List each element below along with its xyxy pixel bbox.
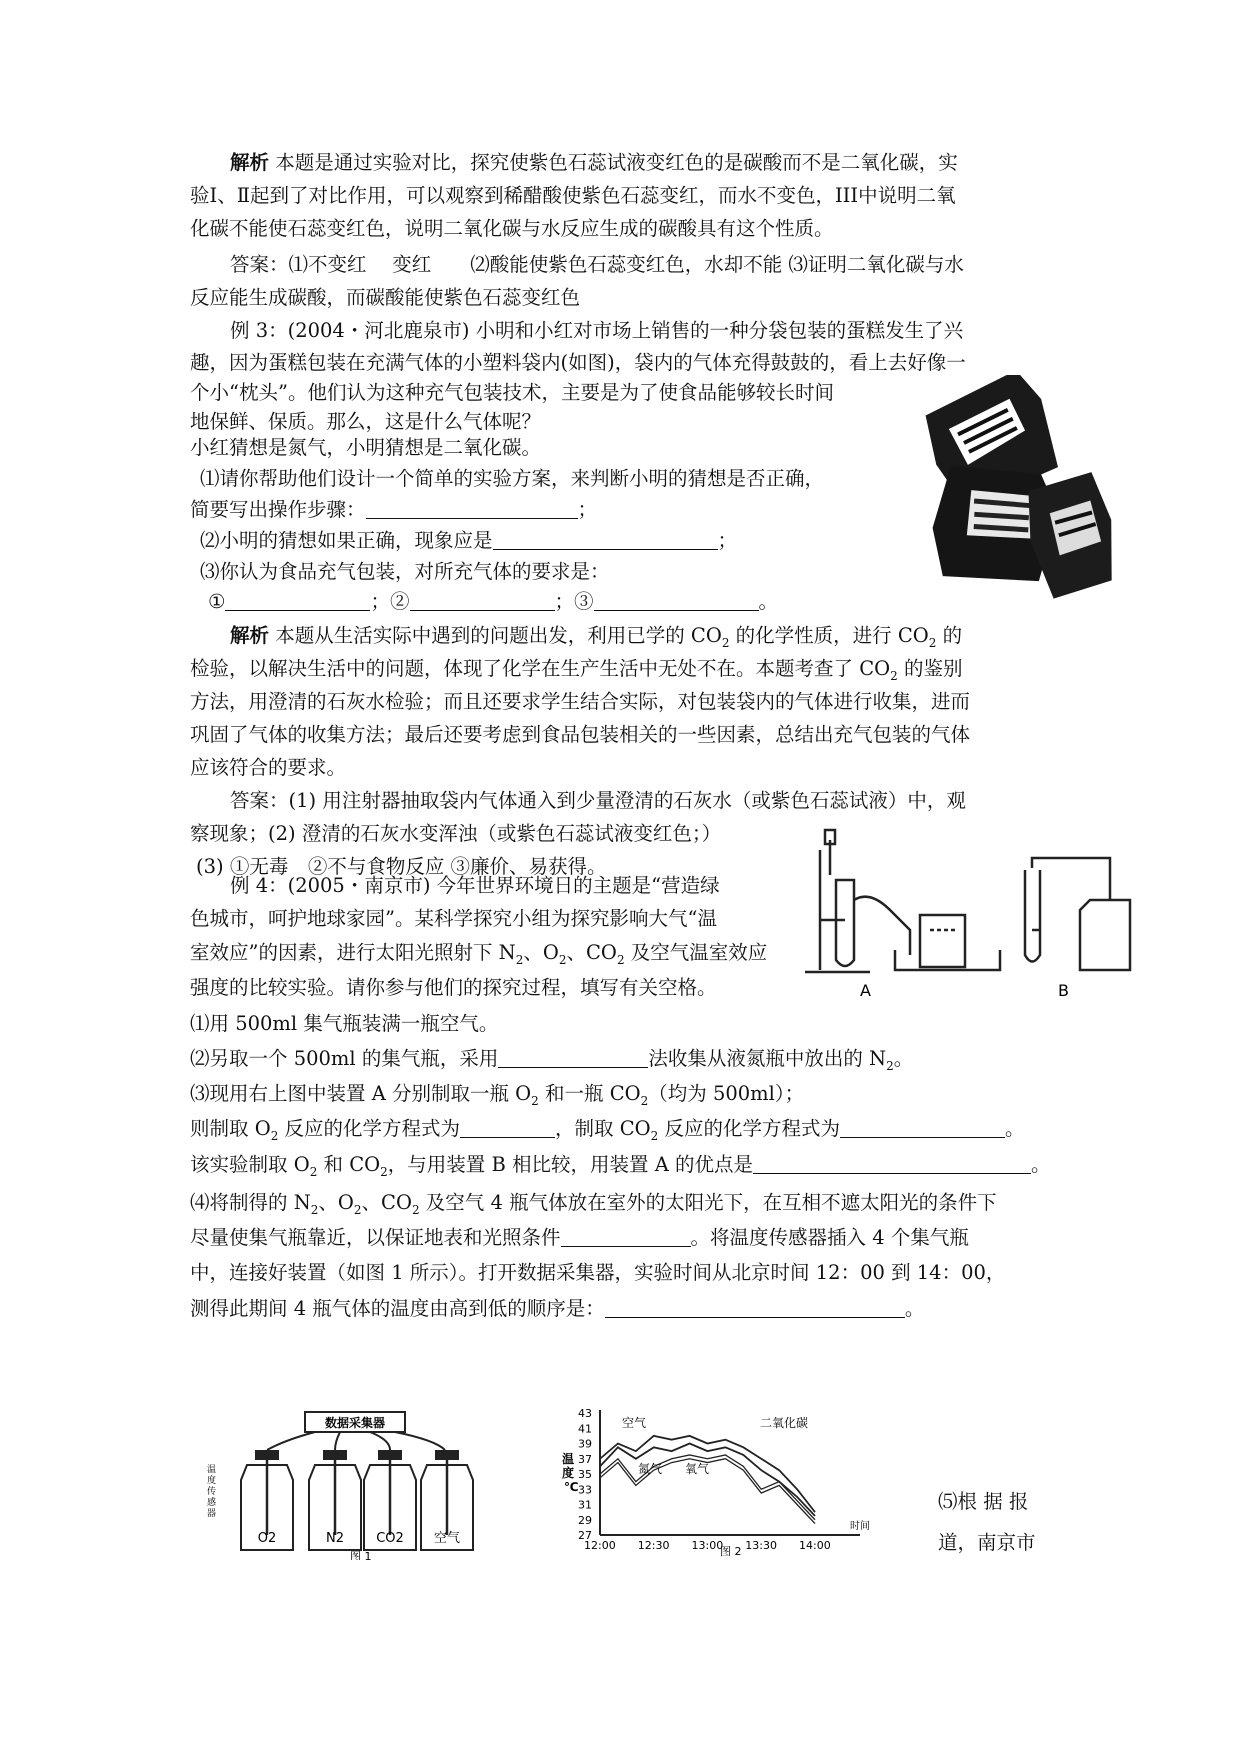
svg-text:传: 传	[207, 1487, 217, 1497]
answer-blank-1[interactable]	[366, 498, 578, 519]
label-air: 空气	[622, 1416, 647, 1430]
label-b: B	[1058, 981, 1069, 998]
y-tick-label: 41	[578, 1422, 592, 1436]
answer-blank-8[interactable]	[561, 1226, 691, 1247]
question-2: ⑵小明的猜想如果正确，现象应是 ；	[200, 529, 738, 552]
bottle-label-air: 空气	[433, 1531, 461, 1546]
analysis-text: 本题是通过实验对比，探究使紫色石蕊试液变红色的是碳酸而不是二氧化碳，实	[275, 151, 958, 174]
label-n2: 氮气	[638, 1462, 663, 1476]
analysis2-line-1: 解析 本题从生活实际中遇到的问题出发，利用已学的 $CO_2$ 的化学性质，进行 $CO_2$ 的	[230, 624, 963, 650]
answer-blank-4[interactable]	[498, 1047, 648, 1068]
svg-text:℃: ℃	[564, 1480, 579, 1494]
y-tick-label: 29	[578, 1513, 592, 1527]
cake-package-photo	[925, 375, 1115, 600]
x-tick-label: 13:00	[691, 1539, 724, 1552]
figure-1-setup	[205, 1410, 505, 1560]
data-collector-label: 数据采集器	[324, 1416, 386, 1430]
step-4-line-4: 测得此期间 4 瓶气体的温度由高到低的顺序是： 。	[190, 1297, 925, 1320]
x-tick-label: 12:00	[584, 1539, 616, 1552]
x-tick-label: 12:30	[637, 1539, 670, 1552]
step-3: ⑶现用右上图中装置 A 分别制取一瓶 $O_2$ 和一瓶 $CO_2$（均为 500ml）；	[190, 1082, 805, 1108]
step-5-line-1: ⑸根 据 报	[938, 1490, 1029, 1513]
example3-line-1: 例 3：(2004・河北鹿泉市) 小明和小红对市场上销售的一种分袋包装的蛋糕发生了兴	[230, 319, 964, 342]
step-4-line-3: 中，连接好装置（如图 1 所示）。打开数据采集器，实验时间从北京时间 12：00 到 14：00，	[190, 1261, 1006, 1284]
answer-blank-9[interactable]	[605, 1297, 905, 1318]
answer2-line-3: (3) ①无毒 ②不与食物反应 ③廉价、易获得。	[196, 855, 607, 878]
analysis-line-2: 验Ⅰ、Ⅱ起到了对比作用，可以观察到稀醋酸使紫色石蕊变红，而水不变色，III中说明二氧	[190, 184, 956, 207]
answer2-line-1: 答案：(1) 用注射器抽取袋内气体通入到少量澄清的石灰水（或紫色石蕊试液）中，观	[230, 789, 966, 812]
figure-2-caption: 图 2	[720, 1545, 742, 1558]
question-3: ⑶你认为食品充气包装，对所充气体的要求是：	[200, 560, 610, 583]
svg-text:度: 度	[562, 1466, 575, 1480]
answer-blank-6[interactable]	[840, 1117, 1005, 1138]
step-5-line-2: 道，南京市	[938, 1531, 1036, 1554]
question-1a: ⑴请你帮助他们设计一个简单的实验方案，来判断小明的猜想是否正确，	[200, 467, 825, 490]
analysis-line-3: 化碳不能使石蕊变红色，说明二氧化碳与水反应生成的碳酸具有这个性质。	[190, 217, 834, 240]
y-tick-label: 33	[578, 1483, 592, 1497]
example3-line-5: 小红猜想是氮气，小明猜想是二氧化碳。	[190, 436, 542, 459]
answer-blank-5[interactable]	[460, 1117, 555, 1138]
x-tick-label: 14:00	[799, 1539, 831, 1552]
answer-blank-3b[interactable]	[410, 590, 555, 611]
step-4-line-1: ⑷将制得的 $N_2$、$O_2$、$CO_2$ 及空气 4 瓶气体放在室外的太阳光下，在互相不遮太阳光的条件下	[190, 1191, 997, 1217]
answer2-line-2: 察现象；(2) 澄清的石灰水变浑浊（或紫色石蕊试液变红色；）	[190, 822, 722, 845]
answer-blank-3a[interactable]	[225, 590, 370, 611]
example4-line-4: 强度的比较实验。请你参与他们的探究过程，填写有关空格。	[190, 976, 717, 999]
analysis-line-1	[230, 150, 958, 176]
question-1b: 简要写出操作步骤： ；	[190, 498, 598, 521]
example3-line-2: 趣，因为蛋糕包装在充满气体的小塑料袋内(如图)，袋内的气体充得鼓鼓的，看上去好像一	[190, 351, 966, 374]
y-tick-label: 37	[578, 1452, 592, 1466]
y-tick-label: 35	[578, 1468, 592, 1481]
label-co2: 二氧化碳	[760, 1416, 809, 1430]
label-o2: 氧气	[685, 1462, 710, 1476]
analysis2-line-4: 巩固了气体的收集方法；最后还要考虑到食品包装相关的一些因素，总结出充气包装的气体	[190, 723, 971, 746]
x-tick-label: 13:30	[745, 1539, 777, 1552]
answer-blank-7[interactable]	[753, 1153, 1031, 1174]
question-3-blanks: ① ；② ；③ 。	[208, 590, 779, 613]
figure-2-temperature-chart	[560, 1405, 890, 1560]
sensor-label	[207, 1464, 216, 1519]
step-3-advantage: 该实验制取 $O_2$ 和 $CO_2$，与用装置 B 相比较，用装置 A 的优点是 。	[190, 1153, 1051, 1179]
svg-text:温: 温	[562, 1452, 575, 1466]
y-tick-label: 39	[578, 1437, 592, 1451]
x-axis-label: 时间	[850, 1521, 870, 1532]
y-tick-label: 27	[578, 1529, 592, 1542]
step-2: ⑵另取一个 500ml 的集气瓶，采用 法收集从液氮瓶中放出的 $N_2$。	[190, 1047, 914, 1073]
apparatus-figure	[800, 820, 1135, 998]
bottle-label-co2: CO2	[376, 1531, 404, 1546]
answer-blank-3c[interactable]	[594, 590, 759, 611]
svg-text:器: 器	[207, 1509, 217, 1519]
example3-line-3: 个小“枕头”。他们认为这种充气包装技术，主要是为了使食品能够较长时间	[190, 381, 834, 404]
y-axis-label	[562, 1451, 579, 1494]
y-tick-label: 43	[578, 1407, 592, 1420]
answer-blank-2[interactable]	[493, 529, 718, 550]
step-3-equations: 则制取 $O_2$ 反应的化学方程式为 ，制取 $CO_2$ 反应的化学方程式为 。	[190, 1117, 1025, 1143]
analysis-label: 解析	[230, 151, 270, 174]
label-a: A	[860, 981, 871, 998]
figure-1-caption: 图 1	[350, 1550, 372, 1560]
step-4-line-2: 尽量使集气瓶靠近，以保证地表和光照条件 。将温度传感器插入 4 个集气瓶	[190, 1226, 969, 1249]
step-1: ⑴用 500ml 集气瓶装满一瓶空气。	[190, 1012, 499, 1035]
answer-line-1: 答案：⑴不变红 变红 ⑵酸能使紫色石蕊变红色，水却不能 ⑶证明二氧化碳与水	[230, 253, 964, 276]
example4-line-3: 室效应”的因素，进行太阳光照射下 $N_2$、$O_2$、$CO_2$ 及空气温室效应	[190, 941, 768, 967]
example4-line-1: 例 4：(2005・南京市) 今年世界环境日的主题是“营造绿	[230, 874, 720, 897]
answer-line-2: 反应能生成碳酸，而碳酸能使紫色石蕊变红色	[190, 286, 581, 309]
example3-line-4: 地保鲜、保质。那么，这是什么气体呢？	[190, 410, 542, 433]
analysis2-line-2: 检验，以解决生活中的问题，体现了化学在生产生活中无处不在。本题考查了 $CO_2$ 的鉴别	[190, 657, 963, 683]
analysis-label-2: 解析	[230, 624, 270, 647]
y-tick-label: 31	[578, 1498, 592, 1512]
example4-line-2: 色城市，呵护地球家园”。某科学探究小组为探究影响大气“温	[190, 907, 717, 930]
series-line-2	[600, 1444, 815, 1516]
analysis2-line-3: 方法，用澄清的石灰水检验；而且还要求学生结合实际，对包装袋内的气体进行收集，进而	[190, 690, 971, 713]
bottle-label-o2: O2	[257, 1531, 277, 1546]
analysis2-line-5: 应该符合的要求。	[190, 756, 347, 779]
bottle-label-n2: N2	[326, 1531, 344, 1546]
svg-text:度: 度	[207, 1476, 217, 1486]
svg-text:感: 感	[207, 1498, 217, 1508]
svg-text:温: 温	[207, 1465, 217, 1475]
